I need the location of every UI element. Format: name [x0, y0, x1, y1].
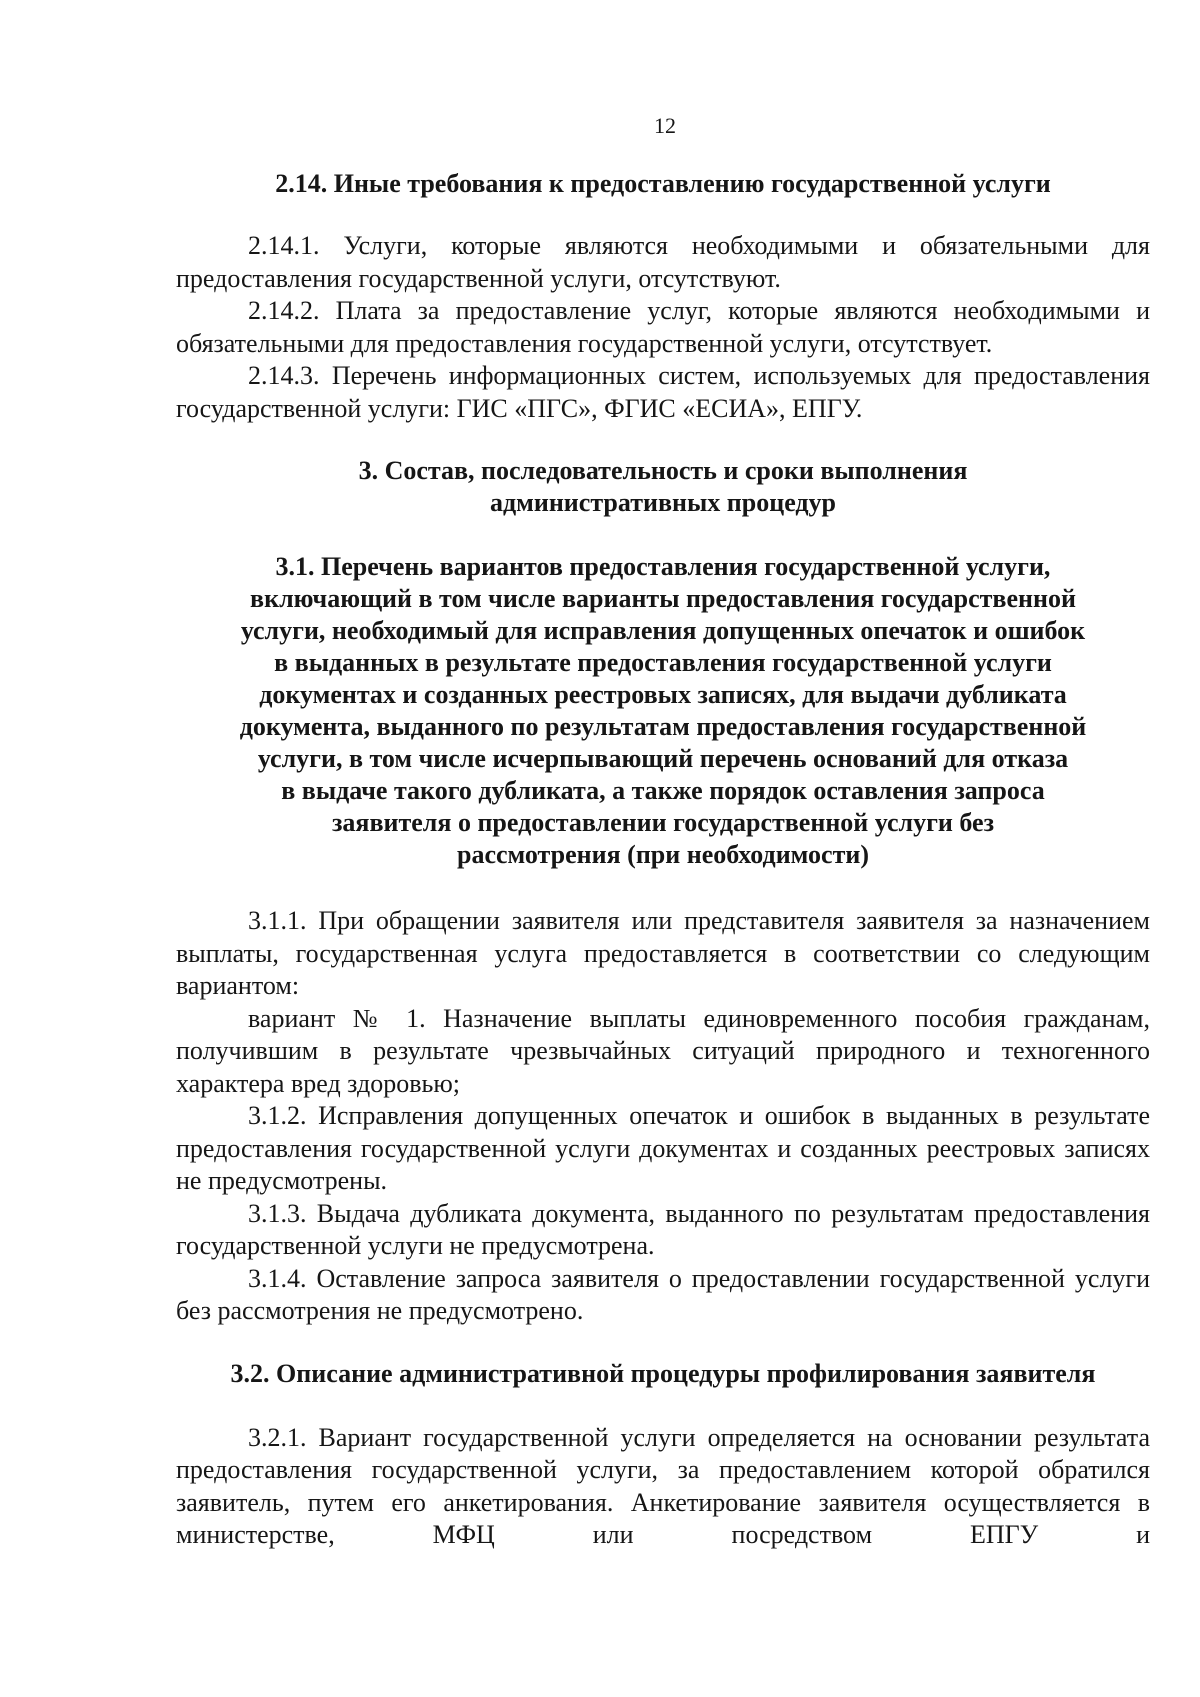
section-3-heading-line-2: административных процедур: [489, 488, 837, 517]
section-3-heading: [176, 455, 1150, 519]
section-3-1-heading-line: услуги, необходимый для исправления допущенных опечаток и ошибок: [240, 616, 1086, 645]
paragraph-2-14-2: 2.14.2. Плата за предоставление услуг, которые являются необходимыми и обязательными для предоставления государственной услуги, отсутствует.: [176, 296, 1150, 358]
section-3-1-heading-line: рассмотрения (при необходимости): [456, 840, 869, 869]
section-3-1-heading-line: заявителя о предоставлении государственной услуги без: [331, 808, 995, 837]
page-number: 12: [654, 113, 676, 138]
section-2-14-heading: 2.14. Иные требования к предоставлению государственной услуги: [275, 169, 1051, 198]
section-3-1-heading-line: услуги, в том числе исчерпывающий перечень оснований для отказа: [257, 744, 1069, 773]
paragraph-3-1-3: 3.1.3. Выдача дубликата документа, выданного по результатам предоставления государственной услуги не предусмотрена.: [176, 1198, 1150, 1260]
section-3-2-heading: 3.2. Описание административной процедуры профилирования заявителя: [230, 1358, 1096, 1388]
paragraph-3-1-1: 3.1.1. При обращении заявителя или представителя заявителя за назначением выплаты, государственная услуга предоставляется в соответствии со следующим вариантом:: [176, 906, 1150, 1000]
section-3-1-heading: [176, 551, 1150, 871]
document-body: [176, 168, 1150, 1552]
section-3-1-heading-line: документа, выданного по результатам предоставления государственной: [239, 712, 1087, 741]
paragraph-2-14-1: 2.14.1. Услуги, которые являются необходимыми и обязательными для предоставления государственной услуги, отсутствуют.: [176, 231, 1150, 293]
section-3-1-heading-line: 3.1. Перечень вариантов предоставления государственной услуги,: [275, 552, 1051, 581]
section-3-1-heading-line: в выданных в результате предоставления государственной услуги: [274, 648, 1052, 677]
section-3-1-heading-line: в выдаче такого дубликата, а также порядок оставления запроса: [281, 776, 1045, 805]
paragraph-3-2-1: 3.2.1. Вариант государственной услуги определяется на основании результата предоставления государственной услуги, за предоставлением которой обратился заявитель, путем его анкетирования. Анкетирование заявителя осуществляется в министерстве, МФЦ или посредством ЕПГУ и: [176, 1422, 1150, 1549]
paragraph-variant-1: вариант № 1. Назначение выплаты единовременного пособия гражданам, получившим в результате чрезвычайных ситуаций природного и техногенного характера вред здоровью;: [176, 1003, 1150, 1098]
paragraph-2-14-3: 2.14.3. Перечень информационных систем, используемых для предоставления государственной услуги: ГИС «ПГС», ФГИС «ЕСИА», ЕПГУ.: [176, 361, 1150, 423]
paragraph-3-1-4: 3.1.4. Оставление запроса заявителя о предоставлении государственной услуги без рассмотрения не предусмотрено.: [176, 1263, 1150, 1325]
paragraph-3-1-2: 3.1.2. Исправления допущенных опечаток и ошибок в выданных в результате предоставления государственной услуги документах и созданных реестровых записях не предусмотрены.: [176, 1101, 1150, 1195]
section-3-1-heading-line: включающий в том числе варианты предоставления государственной: [250, 584, 1076, 613]
section-3-1-heading-line: документах и созданных реестровых записях, для выдачи дубликата: [259, 680, 1067, 709]
section-3-heading-line-1: 3. Состав, последовательность и сроки выполнения: [358, 456, 968, 485]
